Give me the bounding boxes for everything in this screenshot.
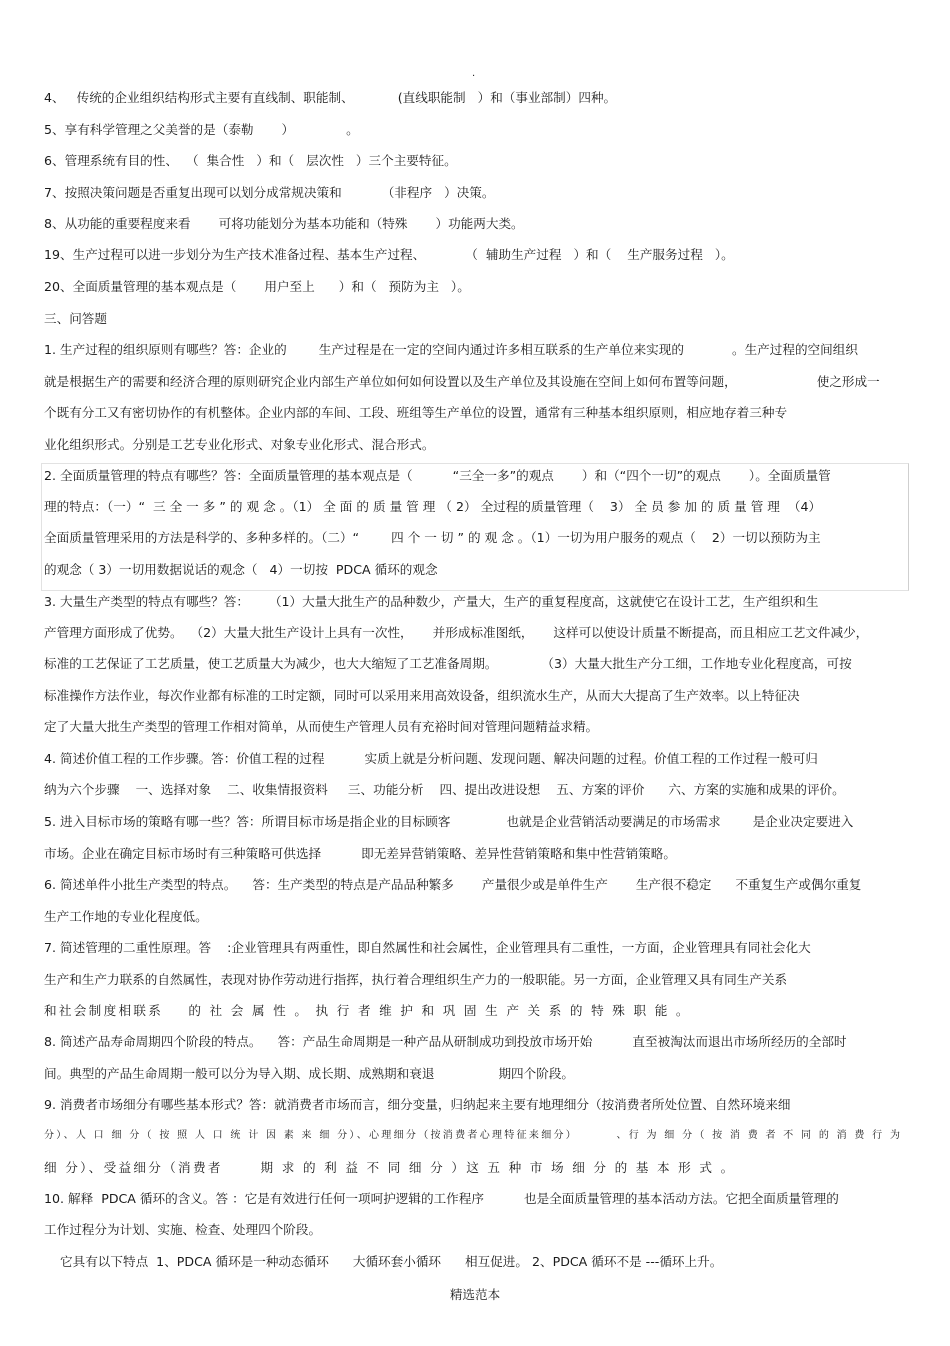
text-line: 1. 生产过程的组织原则有哪些？答：企业的 生产过程是在一定的空间内通过许多相互联系的生产单位来实现的 。生产过程的空间组织 (44, 342, 858, 357)
text-line: 三、问答题 (44, 311, 107, 326)
text-line: 业化组织形式。分别是工艺专业化形式、对象专业化形式、混合形式。 (44, 437, 435, 452)
text-line: 工作过程分为计划、实施、检查、处理四个阶段。 (44, 1222, 322, 1237)
text-line: 标准的工艺保证了工艺质量，使工艺质量大为减少，也大大缩短了工艺准备周期。 （3）大量大批生产分工细，工作地专业化程度高，可按 (44, 656, 852, 671)
page-footer: 精选范本 (449, 1287, 501, 1302)
text-line: 个既有分工又有密切协作的有机整体。企业内部的车间、工段、班组等生产单位的设置，通常有三种基本组织原则，相应地存着三种专 (44, 405, 788, 420)
text-line: 8、从功能的重要程度来看 可将功能划分为基本功能和（特殊 ）功能两大类。 (44, 216, 524, 231)
text-line: 4. 简述价值工程的工作步骤。答：价值工程的过程 实质上就是分析问题、发现问题、解决问题的过程。价值工程的工作过程一般可归 (44, 751, 818, 766)
text-line: 间。典型的产品生命周期一般可以分为导入期、成长期、成熟期和衰退 期四个阶段。 (44, 1066, 575, 1081)
text-line: 8. 简述产品寿命周期四个阶段的特点。 答：产品生命周期是一种产品从研制成功到投放市场开始 直至被淘汰而退出市场所经历的全部时 (44, 1034, 847, 1049)
text-line: 6、管理系统有目的性、 （ 集合性 ）和（ 层次性 ）三个主要特征。 (44, 153, 457, 168)
text-line: 市场。企业在确定目标市场时有三种策略可供选择 即无差异营销策略、差异性营销策略和集中性营销策略。 (44, 846, 676, 861)
text-line: 5. 进入目标市场的策略有哪一些？答：所谓目标市场是指企业的目标顾客 也就是企业营销活动要满足的市场需求 是企业决定要进入 (44, 814, 854, 829)
text-line: 5、享有科学管理之父美誉的是（泰勒 ） 。 (44, 122, 359, 137)
text-line: 7. 简述管理的二重性原理。答 :企业管理具有两重性，即自然属性和社会属性，企业管理具有二重性，一方面，企业管理具有同社会化大 (44, 940, 811, 955)
text-line: 4、 传统的企业组织结构形式主要有直线制、职能制、 (直线职能制 ）和（事业部制）四种。 (44, 90, 617, 105)
text-line: 10. 解释 PDCA 循环的含义。答 ：它是有效进行任何一项呵护逻辑的工作程序 也是全面质量管理的基本活动方法。它把全面质量管理的 (44, 1191, 839, 1206)
text-line: 19、生产过程可以进一步划分为生产技术准备过程、基本生产过程、 （ 辅助生产过程 ）和（ 生产服务过程 ）。 (44, 247, 734, 262)
text-line: 的观念（ 3）一切用数据说话的观念（ 4）一切按 PDCA 循环的观念 (44, 562, 438, 577)
header-dot: . (472, 68, 476, 79)
text-line: 2. 全面质量管理的特点有哪些？答：全面质量管理的基本观点是（ “三全一多”的观点 ）和（“四个一切”的观点 ）。全面质量管 (44, 468, 831, 483)
text-line: 标准操作方法作业，每次作业都有标准的工时定额，同时可以采用来用高效设备，组织流水生产，从而大大提高了生产效率。以上特征决 (44, 688, 800, 703)
text-line: 全面质量管理采用的方法是科学的、多种多样的。（二）“ 四 个 一 切 ” 的 观 念 。（1）一切为用户服务的观点（ 2）一切以预防为主 (44, 530, 821, 545)
text-line: 纳为六个步骤 一、选择对象 二、收集情报资料 三、功能分析 四、提出改进设想 五、方案的评价 六、方案的实施和成果的评价。 (44, 782, 845, 797)
text-line: 和社会制度相联系 的 社 会 属 性 。 执 行 者 维 护 和 巩 固 生 产 关 系 的 特 殊 职 能 。 (44, 1003, 691, 1018)
text-line: 9. 消费者市场细分有哪些基本形式？答：就消费者市场而言，细分变量，归纳起来主要有地理细分（按消费者所处位置、自然环境来细 (44, 1097, 791, 1112)
text-line: 产管理方面形成了优势。 （2）大量大批生产设计上具有一次性， 并形成标准图纸， 这样可以使设计质量不断提高，而且相应工艺文件减少， (44, 625, 869, 640)
text-line: 生产和生产力联系的自然属性，表现对协作劳动进行指挥，执行着合理组织生产力的一般职能。另一方面，企业管理又具有同生产关系 (44, 972, 788, 987)
text-line: 它具有以下特点 1、PDCA 循环是一种动态循环 大循环套小循环 相互促进。 2、PDCA 循环不是 ---循环上升。 (44, 1254, 723, 1269)
text-line: 就是根据生产的需要和经济合理的原则研究企业内部生产单位如何如何设置以及生产单位及其设施在空间上如何布置等问题， 使之形成一 (44, 374, 880, 389)
text-line: 定了大量大批生产类型的管理工作相对简单，从而使生产管理人员有充裕时间对管理问题精益求精。 (44, 719, 599, 734)
text-line: 理的特点：（一）“ 三 全 一 多 ” 的 观 念 。（1） 全 面 的 质 量 管 理 （ 2） 全过程的质量管理（ 3） 全 员 参 加 的 质 量 管 理 （4） (44, 499, 822, 514)
text-line: 生产工作地的专业化程度低。 (44, 909, 208, 924)
text-line: 3. 大量生产类型的特点有哪些？答： （1）大量大批生产的品种数少，产量大，生产的重复程度高，这就使它在设计工艺，生产组织和生 (44, 594, 819, 609)
text-line: 7、按照决策问题是否重复出现可以划分成常规决策和 （非程序 ）决策。 (44, 185, 495, 200)
text-line: 细 分）、受益细分（消费者 期 求 的 利 益 不 同 细 分 ）这 五 种 市 场 细 分 的 基 本 形 式 。 (44, 1160, 736, 1175)
text-line: 20、全面质量管理的基本观点是（ 用户至上 ）和（ 预防为主 ）。 (44, 279, 470, 294)
text-line: 分）、人 口 细 分（ 按 照 人 口 统 计 因 素 来 细 分）、心理细分（按消费者心理特征来细分） 、行 为 细 分（ 按 消 费 者 不 同 的 消 费 行 为 (44, 1130, 903, 1141)
text-line: 6. 简述单件小批生产类型的特点。 答：生产类型的特点是产品品种繁多 产量很少或是单件生产 生产很不稳定 不重复生产或偶尔重复 (44, 877, 862, 892)
